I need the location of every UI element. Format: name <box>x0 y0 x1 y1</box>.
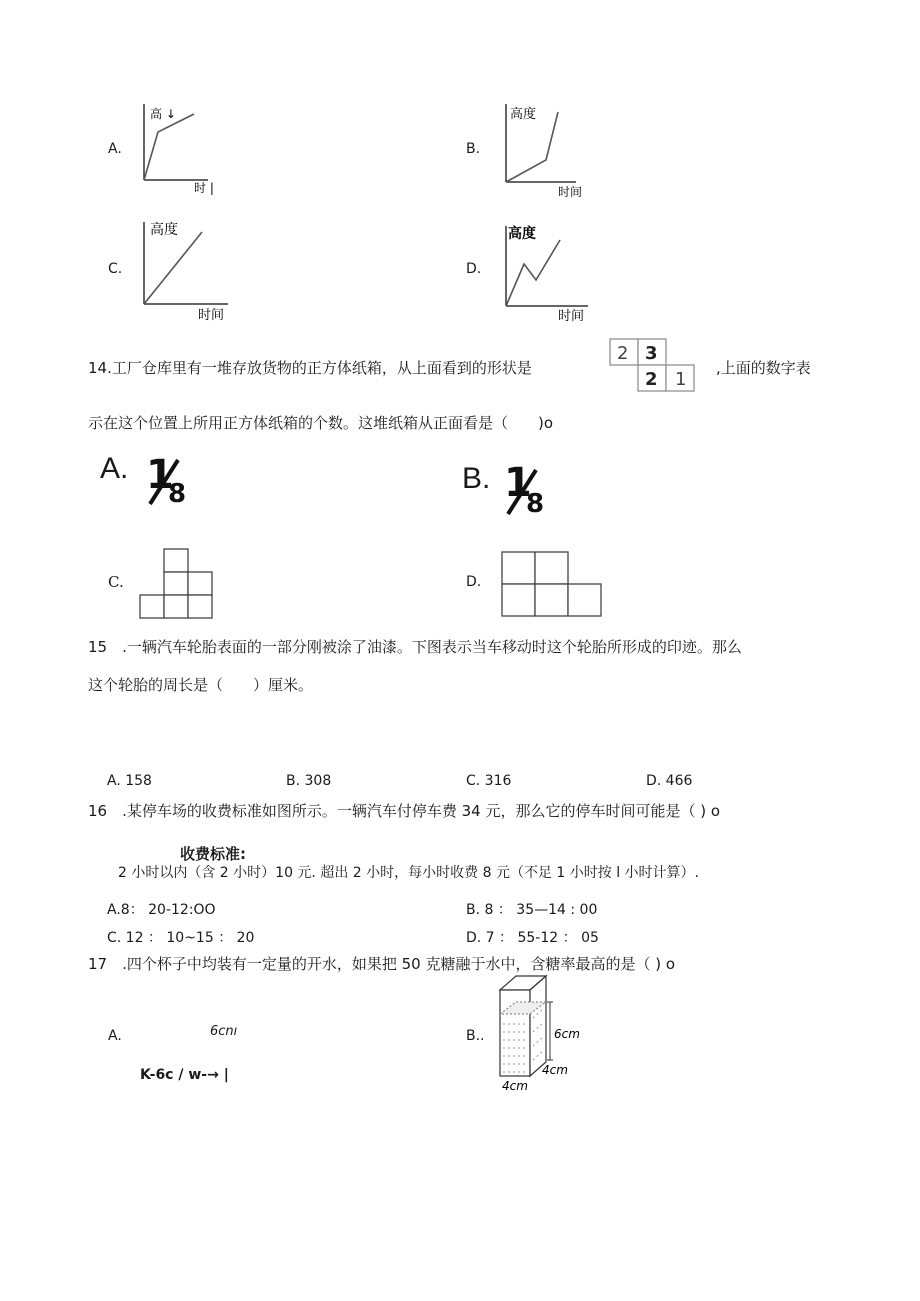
q14-option-a-glyph <box>138 450 194 510</box>
q16-line1: 16 .某停车场的收费标准如图所示。一辆汽车付停车费 34 元，那么它的停车时间可能是（ ) o <box>88 802 721 820</box>
box <box>164 572 188 595</box>
top-view-count: 2 <box>645 369 658 390</box>
glyph-numerator: 1 <box>504 460 532 506</box>
q17-option-a-dimension: 6cnı <box>210 1024 238 1039</box>
q14-line1-post: ,上面的数字表 <box>716 359 811 377</box>
q17-option-a-label: A. <box>108 1028 122 1044</box>
q14-option-b <box>462 462 490 496</box>
q13-option-a-label: A. <box>108 141 122 157</box>
graph-line <box>506 112 558 182</box>
x-axis-label: 时间 <box>558 309 585 324</box>
q16-option-d: D. 7 ： 55-12 ： 05 <box>466 930 599 946</box>
q15-line2: 这个轮胎的周长是（ ）厘米。 <box>88 676 314 694</box>
graph-line <box>144 114 194 180</box>
q17-option-b-label: B.. <box>466 1028 485 1044</box>
glyph-denominator: 8 <box>526 489 545 518</box>
box <box>188 595 212 618</box>
y-axis-label: 高度 <box>510 107 537 122</box>
box <box>502 552 535 584</box>
box <box>502 584 535 616</box>
q16-option-c: C. 12 ： 10~15 ： 20 <box>107 930 255 946</box>
box <box>188 572 212 595</box>
top-view-count: 2 <box>617 343 629 364</box>
q14-option-c-label: C. <box>108 573 124 591</box>
x-axis-label: 时间 <box>558 185 583 199</box>
q13-graph-d <box>498 218 593 326</box>
q13-graph-b <box>498 100 588 200</box>
q13-option-c-label: C. <box>108 261 123 277</box>
q14-option-a <box>100 452 128 486</box>
q15-option-c: C. 316 <box>466 773 512 789</box>
q14-top-view <box>608 337 698 395</box>
y-axis-label: 高 ↓ <box>150 107 176 121</box>
depth-label: 4cm <box>542 1063 568 1077</box>
q15-option-b: B. 308 <box>286 773 332 789</box>
q16-fee-title: 收费标准: <box>180 845 246 863</box>
y-axis-label: 高度 <box>150 222 178 238</box>
q14-option-d-figure <box>500 550 604 620</box>
box <box>535 584 568 616</box>
q14-line1-pre: 14.工厂仓库里有一堆存放货物的正方体纸箱，从上面看到的形状是 <box>88 359 532 377</box>
glyph-denominator: 8 <box>168 479 187 509</box>
q15-option-a: A. 158 <box>107 773 152 789</box>
height-label: 6cm <box>554 1027 580 1041</box>
q13-option-b-label: B. <box>466 141 481 157</box>
width-label: 4cm <box>502 1079 528 1093</box>
graph-line <box>144 232 202 304</box>
q14-option-c-figure <box>136 546 216 622</box>
glyph-numerator: 1 <box>146 452 174 498</box>
box <box>164 595 188 618</box>
x-axis-label: 时 | <box>194 181 214 195</box>
box <box>568 584 601 616</box>
q17-option-b-figure <box>494 972 594 1094</box>
q14-option-a-label: A. <box>100 452 129 485</box>
q14-option-d-label: D. <box>466 574 482 590</box>
y-axis-label: 高度 <box>508 226 536 242</box>
box <box>164 549 188 572</box>
q13-graph-a <box>136 100 216 195</box>
q16-fee-rule: 2 小时以内（含 2 小时）10 元. 超出 2 小时，每小时收费 8 元（不足 1 小时按 l 小时计算）. <box>118 865 699 881</box>
box <box>535 552 568 584</box>
q15-line1: 15 .一辆汽车轮胎表面的一部分刚被涂了油漆。下图表示当车移动时这个轮胎所形成的印迹。那么 <box>88 638 742 656</box>
top-view-count: 3 <box>645 343 658 364</box>
box <box>140 595 164 618</box>
q13-graph-c <box>136 218 236 326</box>
q17-line1: 17 .四个杯子中均装有一定量的开水，如果把 50 克糖融于水中，含糖率最高的是（ ) o <box>88 955 676 973</box>
q14-option-b-glyph <box>496 458 556 518</box>
q14-option-b-label: B. <box>462 462 491 495</box>
top-view-count: 1 <box>675 369 687 390</box>
q14-line2: 示在这个位置上所用正方体纸箱的个数。这堆纸箱从正面看是（ )o <box>88 414 554 432</box>
q17-option-a-note: K-6c / w-→ | <box>140 1067 229 1083</box>
q15-option-d: D. 466 <box>646 773 693 789</box>
graph-line <box>506 240 560 306</box>
x-axis-label: 时间 <box>198 308 225 323</box>
q13-option-d-label: D. <box>466 261 482 277</box>
q16-option-b: B. 8 ： 35—14 : 00 <box>466 902 598 918</box>
q16-option-a: A.8： 20-12:OO <box>107 902 216 918</box>
